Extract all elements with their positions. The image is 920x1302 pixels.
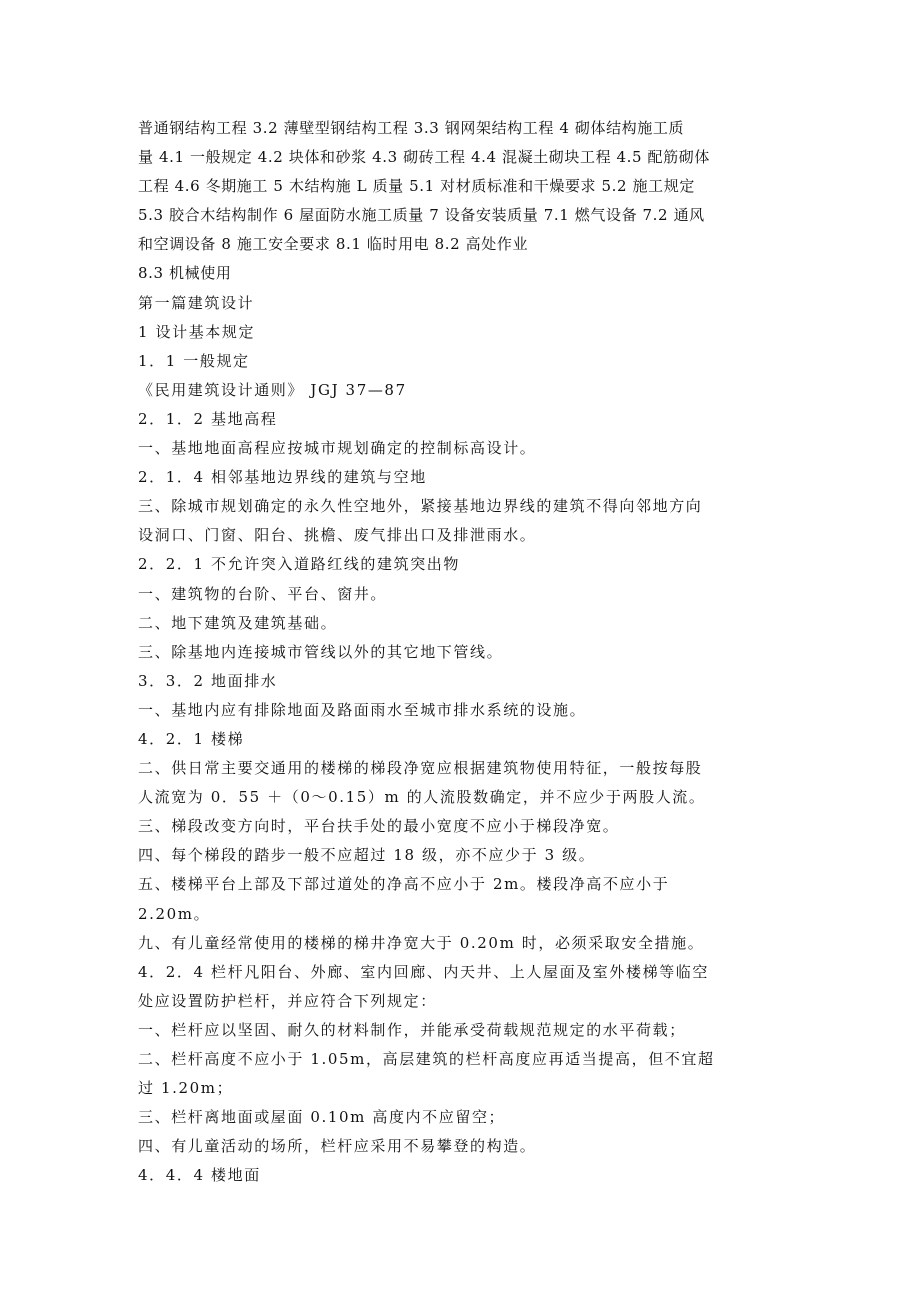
text-line: 和空调设备 8 施工安全要求 8.1 临时用电 8.2 高处作业	[138, 235, 529, 254]
document-body	[138, 114, 782, 1190]
text-line: 三、除城市规划确定的永久性空地外，紧接基地边界线的建筑不得向邻地方向	[138, 497, 703, 516]
text-line: 量 4.1 一般规定 4.2 块体和砂浆 4.3 砌砖工程 4.4 混凝土砌块工程 4.5 配筋砌体	[138, 148, 710, 167]
text-line: 工程 4.6 冬期施工 5 木结构施 L 质量 5.1 对材质标准和干燥要求 5.2 施工规定	[138, 177, 695, 196]
clause-heading: 3．3．2 地面排水	[138, 671, 278, 690]
section-heading: 第一篇建筑设计	[138, 293, 255, 312]
clause-heading: 2．2．1 不允许突入道路红线的建筑突出物	[138, 555, 461, 574]
text-line: 三、栏杆离地面或屋面 0.10m 高度内不应留空；	[138, 1108, 506, 1127]
text-line: 二、栏杆高度不应小于 1.05m，高层建筑的栏杆高度应再适当提高，但不宜超	[138, 1050, 715, 1068]
clause-heading: 4．2．4 栏杆凡阳台、外廊、室内回廊、内天井、上人屋面及室外楼梯等临空	[138, 962, 710, 981]
text-line: 四、每个梯段的踏步一般不应超过 18 级，亦不应少于 3 级。	[138, 846, 596, 865]
text-line: 二、供日常主要交通用的楼梯的梯段净宽应根据建筑物使用特征，一般按每股	[138, 759, 703, 778]
text-line: 5.3 胶合木结构制作 6 屋面防水施工质量 7 设备安装质量 7.1 燃气设备 7.2 通风	[138, 206, 705, 225]
text-line: 二、地下建筑及建筑基础。	[138, 613, 338, 632]
section-heading: 1．1 一般规定	[138, 351, 250, 370]
text-line: 人流宽为 0．55 ＋（0～0.15）m 的人流股数确定，并不应少于两股人流。	[138, 788, 706, 807]
text-line: 一、建筑物的台阶、平台、窗井。	[138, 584, 388, 603]
text-line: 四、有儿童活动的场所，栏杆应采用不易攀登的构造。	[138, 1137, 537, 1156]
clause-heading: 2．1．4 相邻基地边界线的建筑与空地	[138, 468, 427, 487]
text-line: 普通钢结构工程 3.2 薄壁型钢结构工程 3.3 钢网架结构工程 4 砌体结构施工质	[138, 119, 685, 137]
text-line: 一、栏杆应以坚固、耐久的材料制作，并能承受荷载规范规定的水平荷载；	[138, 1020, 686, 1039]
text-line: 处应设置防护栏杆，并应符合下列规定：	[138, 991, 437, 1010]
text-line: 三、梯段改变方向时，平台扶手处的最小宽度不应小于梯段净宽。	[138, 817, 620, 836]
section-heading: 1 设计基本规定	[138, 322, 256, 341]
text-line: 8.3 机械使用	[138, 264, 232, 283]
clause-heading: 4．2．1 楼梯	[138, 729, 245, 748]
text-line: 一、基地地面高程应按城市规划确定的控制标高设计。	[138, 439, 537, 458]
clause-heading: 4．4．4 楼地面	[138, 1166, 261, 1185]
text-line: 五、楼梯平台上部及下部过道处的净高不应小于 2m。楼段净高不应小于	[138, 875, 670, 894]
text-line: 三、除基地内连接城市管线以外的其它地下管线。	[138, 642, 504, 661]
text-line: 过 1.20m；	[138, 1079, 234, 1098]
text-line: 一、基地内应有排除地面及路面雨水至城市排水系统的设施。	[138, 700, 587, 719]
text-line: 九、有儿童经常使用的楼梯的梯井净宽大于 0.20m 时，必须采取安全措施。	[138, 933, 705, 952]
clause-heading: 2．1．2 基地高程	[138, 409, 278, 428]
text-line: 2.20m。	[138, 904, 211, 923]
standard-title: 《民用建筑设计通则》 JGJ 37—87	[138, 380, 407, 399]
text-line: 设洞口、门窗、阳台、挑檐、废气排出口及排泄雨水。	[138, 526, 537, 545]
